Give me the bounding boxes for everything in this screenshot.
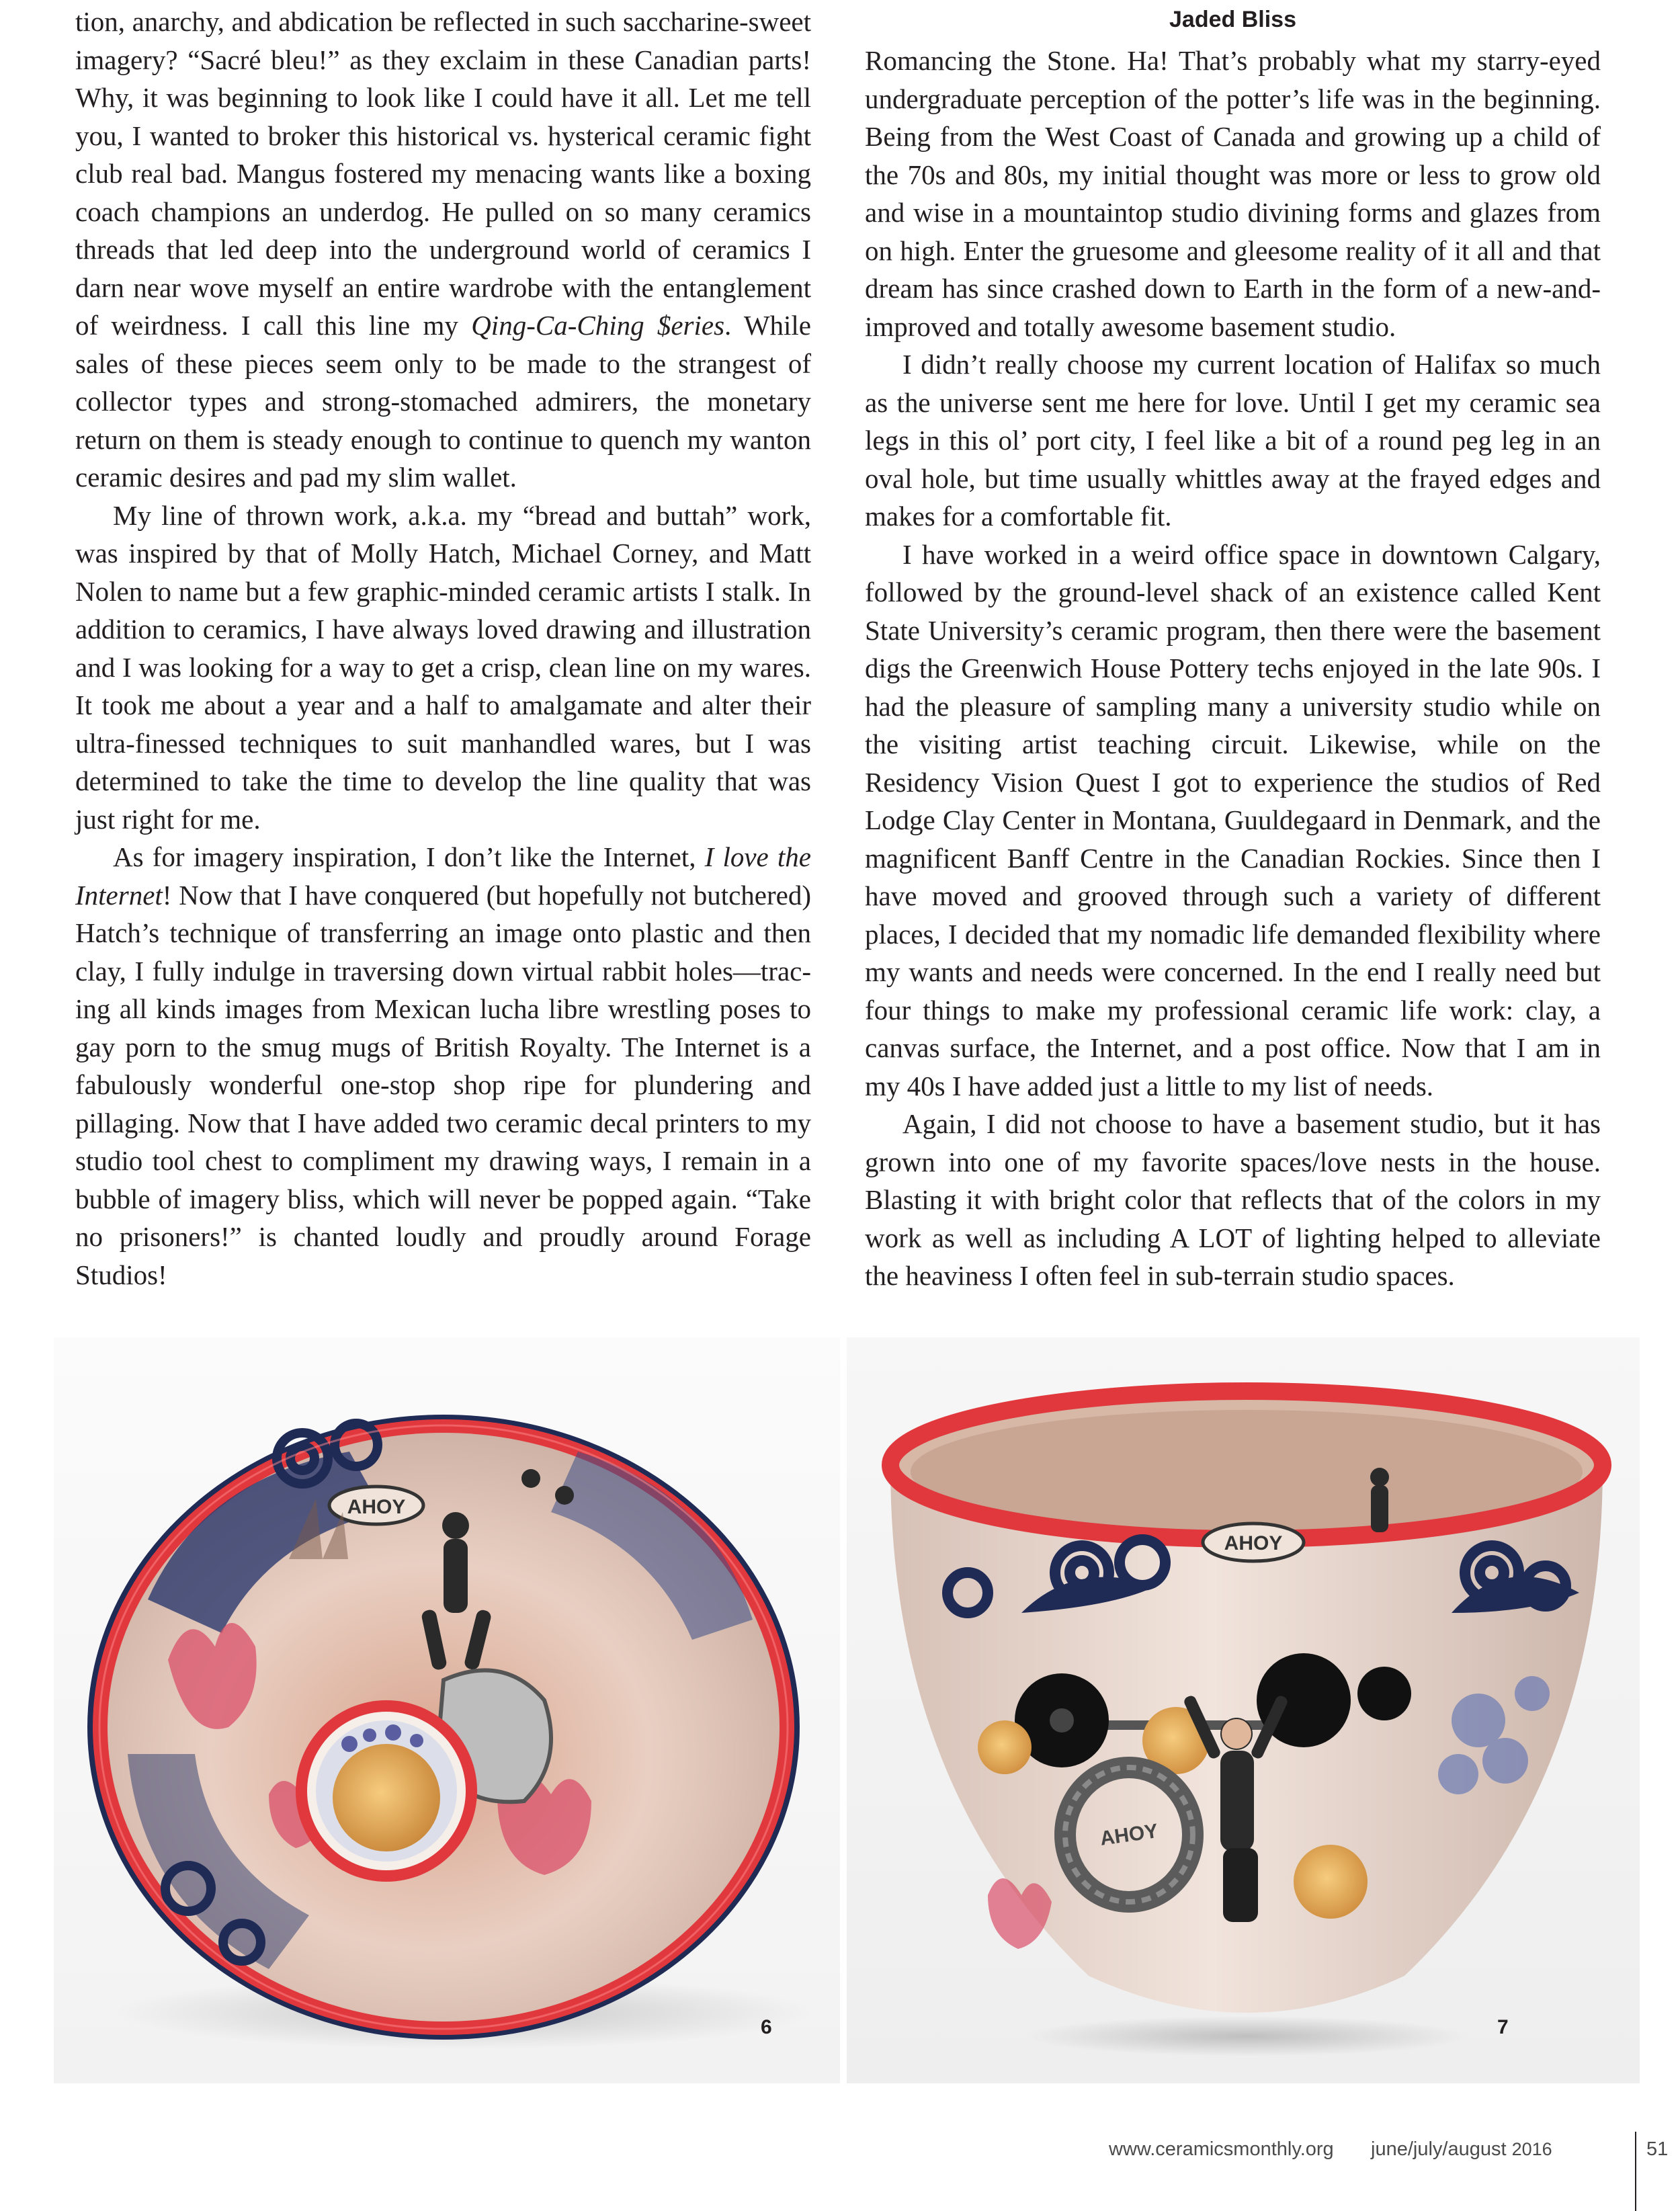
paragraph: [75, 3, 811, 497]
paragraph: [75, 838, 811, 1294]
bowl-rim-label-ahoy: AHOY: [1224, 1532, 1283, 1554]
emphasis: I love the Internet: [75, 841, 811, 911]
footer-url: www.ceramicsmonthly.org: [1109, 2138, 1334, 2160]
bowl-ring-label-ahoy: AHOY: [1098, 1820, 1160, 1850]
text-span: ! Now that I have conquered (but hopefully not butchered) Hatch’s technique of transferring an image onto plastic and then clay, I fully indulge in traversing down virtual rabbit holes—tracing all kinds images from Mexican lucha libre wrestling poses to gay porn to the smug mugs of British Royalty. The Internet is a fabulously wonderful one-stop shop ripe for plundering and pillaging. Now that I have added two ceramic decal printers to my studio tool chest to compliment my drawing ways, I remain in a bubble of imagery bliss, which will never be popped again. “Take no prisoners!” is chanted loudly and proudly around Forage Studios!: [75, 879, 811, 1290]
paragraph: I have worked in a weird office space in downtown Calgary, followed by the ground-level shack of an existence called Kent State University’s ceramic program, then there were the basement digs the Greenwich House Pottery techs enjoyed in the late 90s. I had the pleasure of sampling many a university studio while on the visiting artist teaching circuit. Likewise, while on the Residency Vision Quest I got to experience the studios of Red Lodge Clay Center in Montana, Guuldegaard in Denmark, and the magnificent Banff Centre in the Canadian Rockies. Since then I have moved and grooved through such a variety of different places, I decided that my nomadic life demanded flexibility where my wants and needs were concerned. In the end I really need but four things to make my professional ceramic life work: clay, a canvas surface, the Internet, and a post office. Now that I am in my 40s I have added just a little to my list of needs.: [865, 538, 1601, 1101]
footer-issue-months: june/july/august: [1371, 2138, 1507, 2160]
paragraph: Again, I did not choose to have a basement studio, but it has grown into one of my favorite spaces/love nests in the house. Blasting it with bright color that reflects that of the colors in my work as well as including A LOT of lighting helped to alleviate the heaviness I often feel in sub-terrain studio spaces.: [865, 1108, 1601, 1291]
bowl-label-ahoy: AHOY: [347, 1496, 406, 1518]
photo-area: [54, 1337, 1640, 2083]
page-number: 51: [1646, 2138, 1669, 2160]
footer-divider: [1635, 2132, 1636, 2211]
paragraph: Romancing the Stone. Ha! That’s probably what my starry-eyed undergraduate perception of the potter’s life was in the beginning. Being from the West Coast of Canada and growing up a child of the 70s and 80s, my initial thought was more or less to grow old and wise in a mountaintop studio divining forms and glazes from on high. Enter the gruesome and gleesome reality of it all and that dream has since crashed down to Earth in the form of a new-and-improved and totally awesome basement studio.: [865, 45, 1601, 342]
bowl-photo-6: [67, 1378, 840, 2063]
footer-issue: [1371, 2138, 1552, 2161]
text-span: . While sales of these pieces seem only to be made to the strangest of collector types and strong-stomached admirers, the monetary return on them is steady enough to continue to quench my wanton ceramic desires and pad my slim wallet.: [75, 310, 812, 493]
series-title: Qing-Ca-Ching $eries: [471, 310, 725, 341]
figure-number-7: 7: [1497, 2016, 1509, 2038]
article-column-left: [75, 3, 811, 1294]
figure-number-6: 6: [761, 2016, 772, 2038]
paragraph: I didn’t really choose my current location of Halifax so much as the universe sent me here for love. Until I get my ceramic sea legs in this ol’ port city, I feel like a bit of a round peg leg in an oval hole, but time usually whittles away at the frayed edges and makes for a comfortable fit.: [865, 349, 1601, 532]
text-span: tion, anarchy, and abdication be reflected in such saccharine-sweet imagery? “Sacré bleu!” as they exclaim in these Canadian parts! Why, it was beginning to look like I could have it all. Let me tell you, I wanted to broker this historical vs. hysterical ceramic fight club real bad. Mangus fostered my menacing wants like a boxing coach champions an underdog. He pulled on so many ceramics threads that led deep into the underground world of ceramics I darn near wove myself an entire wardrobe with the entanglement of weirdness. I call this line my: [75, 6, 811, 341]
paragraph: My line of thrown work, a.k.a. my “bread and buttah” work, was inspired by that of Molly Hatch, Michael Corney, and Matt Nolen to name but a few graphic-minded ceramic artists I stalk. In addition to ceramics, I have always loved drawing and illustration and I was looking for a way to get a crisp, clean line on my wares. It took me about a year and a half to amalgamate and alter their ultra-finessed techniques to suit manhandled wares, but I was determined to take the time to develop the line quality that was just right for me.: [75, 499, 811, 835]
footer-issue-year: 2016: [1511, 2139, 1552, 2159]
bowl-photo-7: [860, 1371, 1633, 2063]
text-span: As for imagery inspiration, I don’t like the Internet,: [113, 841, 705, 872]
article-column-right: [865, 42, 1601, 1295]
running-header: Jaded Bliss: [1169, 7, 1296, 32]
